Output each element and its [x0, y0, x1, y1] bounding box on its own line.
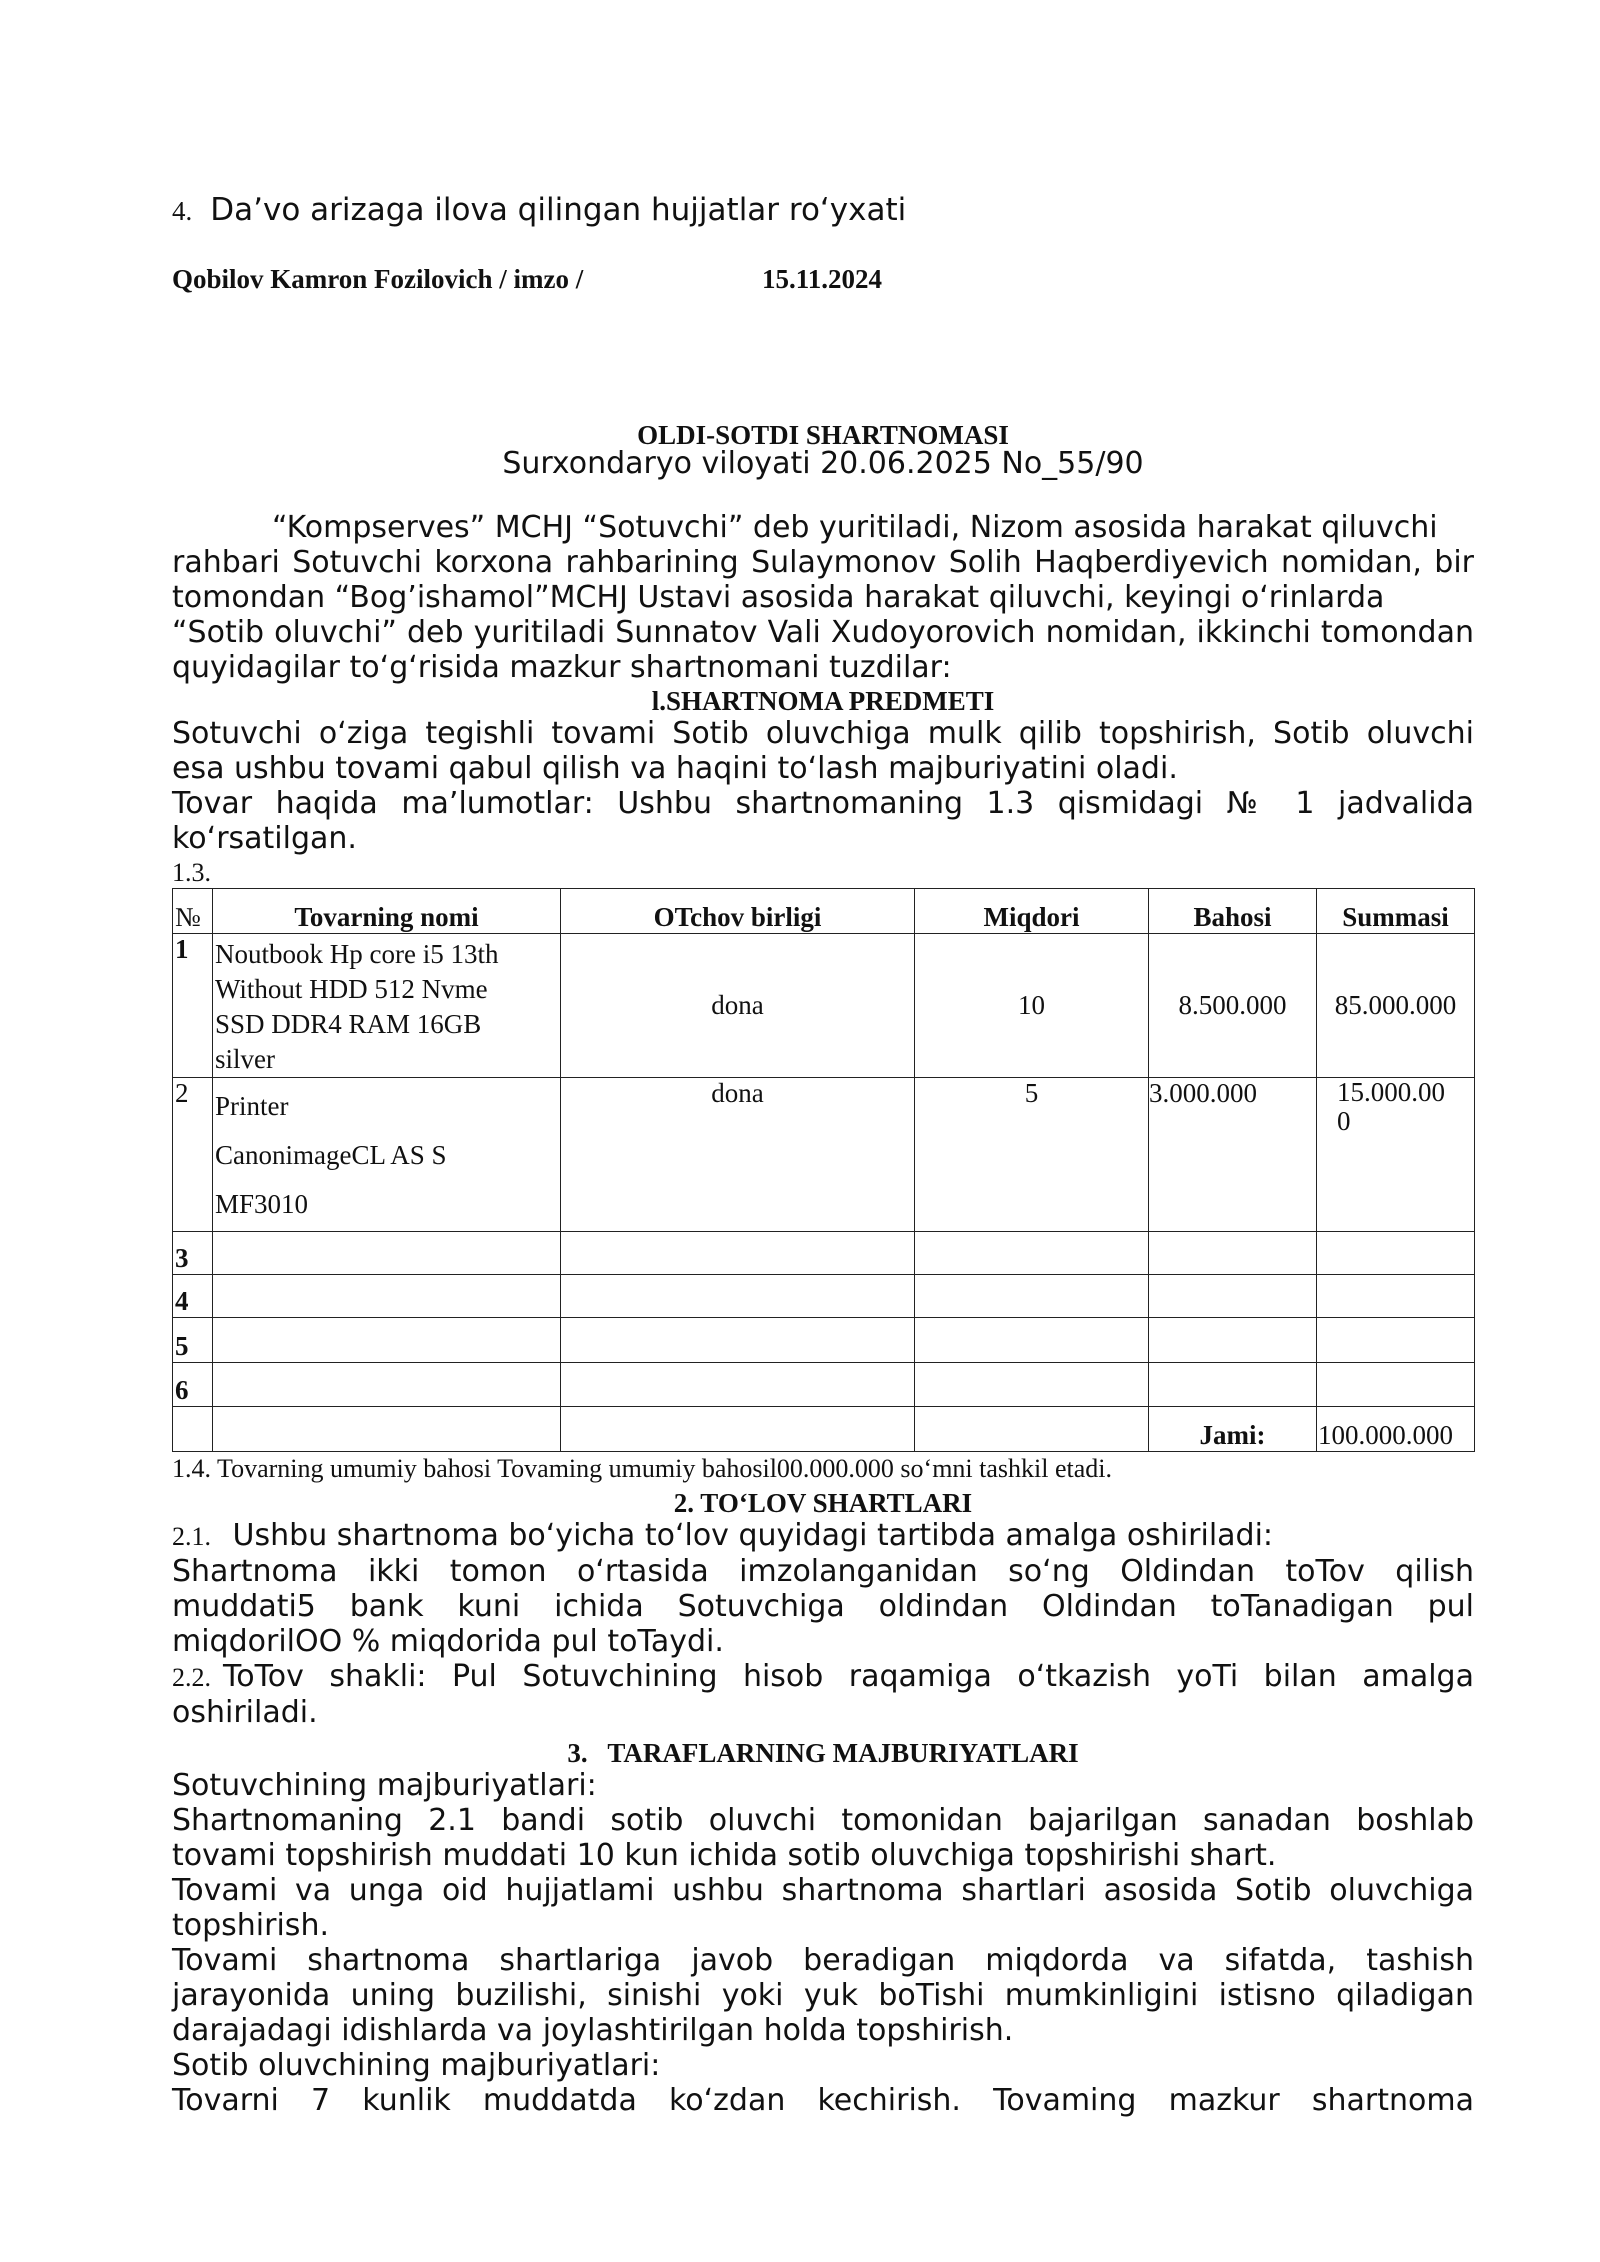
s2-1-number: 2.1. — [172, 1522, 211, 1551]
signature-line — [172, 264, 883, 295]
s2-1-text: Ushbu shartnoma bo‘yicha to‘lov quyidagi tartibda amalga oshiriladi: — [232, 1518, 1274, 1553]
row-name-line: MF3010 — [215, 1189, 309, 1219]
intro-line: tomondan “Bog’ishamol”MCHJ Ustavi asosida harakat qiluvchi, keyingi o‘rinlarda — [172, 580, 1385, 615]
row-unit: dona — [561, 1078, 915, 1232]
table-label: 1.3. — [172, 858, 211, 887]
row-no: 4 — [173, 1275, 213, 1318]
items-table — [172, 888, 1475, 1452]
signature-date: 15.11.2024 — [762, 264, 883, 294]
s2-1-line — [172, 1518, 1474, 1554]
section1-line: ko‘rsatilgan. — [172, 821, 357, 856]
row-no: 3 — [173, 1232, 213, 1275]
s2-2-line: oshiriladi. — [172, 1695, 318, 1730]
attachments-heading — [172, 192, 906, 228]
row-name-line: SSD DDR4 RAM 16GB — [215, 1009, 482, 1039]
table-row — [173, 934, 1475, 1078]
section2-title: 2. TO‘LOV SHARTLARI — [673, 1488, 973, 1518]
row-no: 5 — [173, 1318, 213, 1363]
section1-text — [172, 716, 1474, 856]
note-1-4: 1.4. Tovarning umumiy bahosi Tovaming umumiy bahosil00.000.000 so‘mni tashkil etadi. — [172, 1454, 1113, 1483]
row-name-line: silver — [215, 1044, 275, 1074]
row-no: 1 — [173, 934, 213, 1078]
table-total-row — [173, 1407, 1475, 1452]
section3-text — [172, 1768, 1474, 2118]
s3-line: Shartnomaning 2.1 bandi sotib oluvchi tomonidan bajarilgan sanadan boshlab — [172, 1803, 1474, 1838]
header-no: № — [173, 889, 213, 934]
table-row — [173, 1318, 1475, 1363]
intro-line: quyidagilar to‘g‘risida mazkur shartnomani tuzdilar: — [172, 650, 952, 685]
row-name-line: Without HDD 512 Nvme — [215, 974, 488, 1004]
section1-line: esa ushbu tovami qabul qilish va haqini to‘lash majburiyatini oladi. — [172, 751, 1178, 786]
row-qty: 10 — [915, 934, 1149, 1078]
s3-line: Tovarni 7 kunlik muddatda ko‘zdan kechirish. Tovaming mazkur shartnoma — [172, 2083, 1474, 2118]
row-price: 8.500.000 — [1149, 934, 1317, 1078]
table-header-row — [173, 889, 1475, 934]
row-qty: 5 — [915, 1078, 1149, 1232]
row-sum-line: 15.000.00 — [1337, 1077, 1445, 1107]
section1-line: Sotuvchi o‘ziga tegishli tovami Sotib oluvchiga mulk qilib topshirish, Sotib oluvchi — [172, 716, 1474, 751]
s3-line: Sotuvchining majburiyatlari: — [172, 1768, 597, 1803]
s3-line: Sotib oluvchining majburiyatlari: — [172, 2048, 661, 2083]
s3-line: tovami topshirish muddati 10 kun ichida sotib oluvchiga topshirishi shart. — [172, 1838, 1277, 1873]
contract-intro — [172, 510, 1474, 685]
s3-line: topshirish. — [172, 1908, 329, 1943]
attachments-number: 4. — [172, 196, 193, 226]
intro-line: rahbari Sotuvchi korxona rahbarining Sulaymonov Solih Haqberdiyevich nomidan, bir — [172, 545, 1474, 580]
intro-line: “Sotib oluvchi” deb yuritiladi Sunnatov Vali Xudoyorovich nomidan, ikkinchi tomondan — [172, 615, 1474, 650]
row-name-line: CanonimageCL AS S — [215, 1140, 447, 1170]
header-sum: Summasi — [1317, 889, 1475, 934]
row-sum-line: 0 — [1337, 1106, 1351, 1136]
table-row — [173, 1363, 1475, 1407]
section2-text — [172, 1518, 1474, 1730]
s2-1-line: miqdorilOO % miqdorida pul toTaydi. — [172, 1624, 724, 1659]
total-label: Jami: — [1149, 1407, 1317, 1452]
attachments-title: Da’vo arizaga ilova qilingan hujjatlar ro‘yxati — [210, 192, 907, 228]
header-qty: Miqdori — [915, 889, 1149, 934]
s3-line: Tovami shartnoma shartlariga javob beradigan miqdorda va sifatda, tashish — [172, 1943, 1474, 1978]
header-unit: OTchov birligi — [561, 889, 915, 934]
total-value: 100.000.000 — [1317, 1407, 1475, 1452]
row-no: 2 — [173, 1078, 213, 1232]
intro-line: “Kompserves” MCHJ “Sotuvchi” deb yuritiladi, Nizom asosida harakat qiluvchi — [272, 510, 1438, 545]
row-name — [213, 934, 561, 1078]
s2-2-line — [172, 1659, 1474, 1695]
header-name: Tovarning nomi — [213, 889, 561, 934]
row-name-line: Noutbook Hp core i5 13th — [215, 939, 499, 969]
table-row — [173, 1275, 1475, 1318]
table-row — [173, 1078, 1475, 1232]
contract-title: OLDI-SOTDI SHARTNOMASI — [637, 420, 1009, 450]
row-price: 3.000.000 — [1149, 1078, 1317, 1232]
header-price: Bahosi — [1149, 889, 1317, 934]
section1-line: Tovar haqida ma’lumotlar: Ushbu shartnomaning 1.3 qismidagi № 1 jadvalida — [172, 786, 1474, 821]
contract-subtitle: Surxondaryo viloyati 20.06.2025 No_55/90 — [502, 446, 1144, 481]
table-row — [173, 1232, 1475, 1275]
s2-2-number: 2.2. — [172, 1663, 211, 1692]
row-unit: dona — [561, 934, 915, 1078]
row-name-line: Printer — [215, 1091, 289, 1121]
section3-title: 3. TARAFLARNING MAJBURIYATLARI — [567, 1738, 1079, 1768]
signature-name: Qobilov Kamron Fozilovich / imzo / — [172, 264, 584, 294]
s3-line: darajadagi idishlarda va joylashtirilgan holda topshirish. — [172, 2013, 1014, 2048]
row-name — [213, 1078, 561, 1232]
row-sum: 85.000.000 — [1317, 934, 1475, 1078]
section1-title: l.SHARTNOMA PREDMETI — [651, 686, 995, 716]
s3-line: jarayonida uning buzilishi, sinishi yoki yuk boTishi mumkinligini istisno qiladigan — [172, 1978, 1474, 2013]
row-no: 6 — [173, 1363, 213, 1407]
s3-line: Tovami va unga oid hujjatlami ushbu shartnoma shartlari asosida Sotib oluvchiga — [172, 1873, 1474, 1908]
s2-1-line: muddati5 bank kuni ichida Sotuvchiga oldindan Oldindan toTanadigan pul — [172, 1589, 1474, 1624]
s2-1-line: Shartnoma ikki tomon o‘rtasida imzolanganidan so‘ng Oldindan toTov qilish — [172, 1554, 1474, 1589]
s2-2-text: ToTov shakli: Pul Sotuvchining hisob raqamiga o‘tkazish yoTi bilan amalga — [223, 1659, 1474, 1694]
row-sum — [1317, 1078, 1475, 1232]
